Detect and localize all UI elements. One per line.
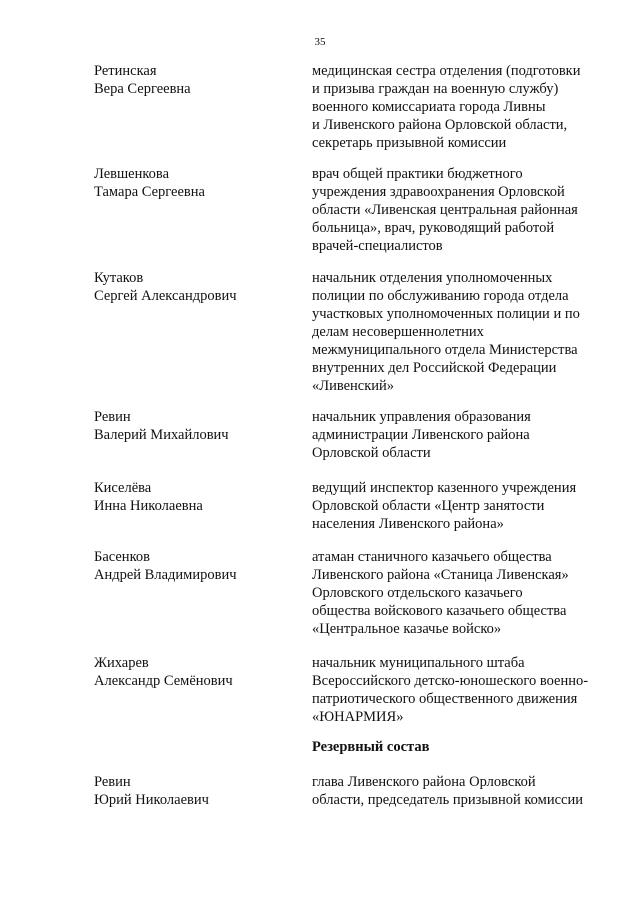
member-given-names: Юрий Николаевич bbox=[94, 792, 209, 808]
member-description bbox=[312, 479, 612, 533]
description-line: «Центральное казачье войско» bbox=[312, 621, 502, 637]
member-surname: Ретинская bbox=[94, 63, 157, 79]
member-name bbox=[94, 165, 294, 201]
member-surname: Ревин bbox=[94, 409, 131, 425]
description-line: Ливенского района «Станица Ливенская» bbox=[312, 567, 569, 583]
member-description bbox=[312, 773, 612, 809]
description-line: военного комиссариата города Ливны bbox=[312, 99, 546, 115]
member-surname: Киселёва bbox=[94, 480, 152, 496]
member-surname: Кутаков bbox=[94, 270, 144, 286]
member-surname: Левшенкова bbox=[94, 166, 170, 182]
description-line: начальник отделения уполномоченных bbox=[312, 270, 553, 286]
description-line: Орловской области «Центр занятости bbox=[312, 498, 545, 514]
description-line: Орловской области bbox=[312, 445, 431, 461]
member-name bbox=[94, 269, 294, 305]
member-surname: Басенков bbox=[94, 549, 150, 565]
description-line: общества войскового казачьего общества bbox=[312, 603, 567, 619]
member-name bbox=[94, 654, 294, 690]
description-line: начальник управления образования bbox=[312, 409, 531, 425]
description-line: секретарь призывной комиссии bbox=[312, 135, 507, 151]
member-description bbox=[312, 654, 612, 726]
description-line: населения Ливенского района» bbox=[312, 516, 504, 532]
member-description bbox=[312, 165, 612, 255]
description-line: администрации Ливенского района bbox=[312, 427, 530, 443]
description-line: учреждения здравоохранения Орловской bbox=[312, 184, 565, 200]
description-line: межмуниципального отдела Министерства bbox=[312, 342, 578, 358]
description-line: глава Ливенского района Орловской bbox=[312, 774, 536, 790]
member-given-names: Тамара Сергеевна bbox=[94, 184, 205, 200]
description-line: больница», врач, руководящий работой bbox=[312, 220, 555, 236]
member-given-names: Андрей Владимирович bbox=[94, 567, 237, 583]
member-name bbox=[94, 773, 294, 809]
description-line: полиции по обслуживанию города отдела bbox=[312, 288, 569, 304]
member-description bbox=[312, 62, 612, 152]
description-line: начальник муниципального штаба bbox=[312, 655, 525, 671]
description-line: Всероссийского детско-юношеского военно- bbox=[312, 673, 589, 689]
member-name bbox=[94, 479, 294, 515]
description-line: и призыва граждан на военную службу) bbox=[312, 81, 559, 97]
member-description bbox=[312, 269, 612, 395]
member-name bbox=[94, 62, 294, 98]
description-line: области «Ливенская центральная районная bbox=[312, 202, 578, 218]
description-line: участковых уполномоченных полиции и по bbox=[312, 306, 580, 322]
page-number: 35 bbox=[314, 36, 326, 48]
member-description bbox=[312, 408, 612, 462]
reserve-section-title: Резервный состав bbox=[312, 739, 430, 755]
description-line: врачей-специалистов bbox=[312, 238, 443, 254]
description-line: Орловского отдельского казачьего bbox=[312, 585, 523, 601]
description-line: области, председатель призывной комиссии bbox=[312, 792, 583, 808]
member-given-names: Вера Сергеевна bbox=[94, 81, 191, 97]
member-description bbox=[312, 548, 612, 638]
description-line: врач общей практики бюджетного bbox=[312, 166, 523, 182]
description-line: ведущий инспектор казенного учреждения bbox=[312, 480, 577, 496]
member-given-names: Сергей Александрович bbox=[94, 288, 237, 304]
member-surname: Жихарев bbox=[94, 655, 149, 671]
description-line: атаман станичного казачьего общества bbox=[312, 549, 552, 565]
description-line: делам несовершеннолетних bbox=[312, 324, 484, 340]
description-line: патриотического общественного движения bbox=[312, 691, 578, 707]
member-given-names: Александр Семёнович bbox=[94, 673, 233, 689]
member-given-names: Инна Николаевна bbox=[94, 498, 203, 514]
description-line: «Ливенский» bbox=[312, 378, 395, 394]
member-surname: Ревин bbox=[94, 774, 131, 790]
description-line: медицинская сестра отделения (подготовки bbox=[312, 63, 581, 79]
description-line: внутренних дел Российской Федерации bbox=[312, 360, 557, 376]
member-name bbox=[94, 408, 294, 444]
description-line: «ЮНАРМИЯ» bbox=[312, 709, 404, 725]
member-name bbox=[94, 548, 294, 584]
member-given-names: Валерий Михайлович bbox=[94, 427, 229, 443]
description-line: и Ливенского района Орловской области, bbox=[312, 117, 568, 133]
